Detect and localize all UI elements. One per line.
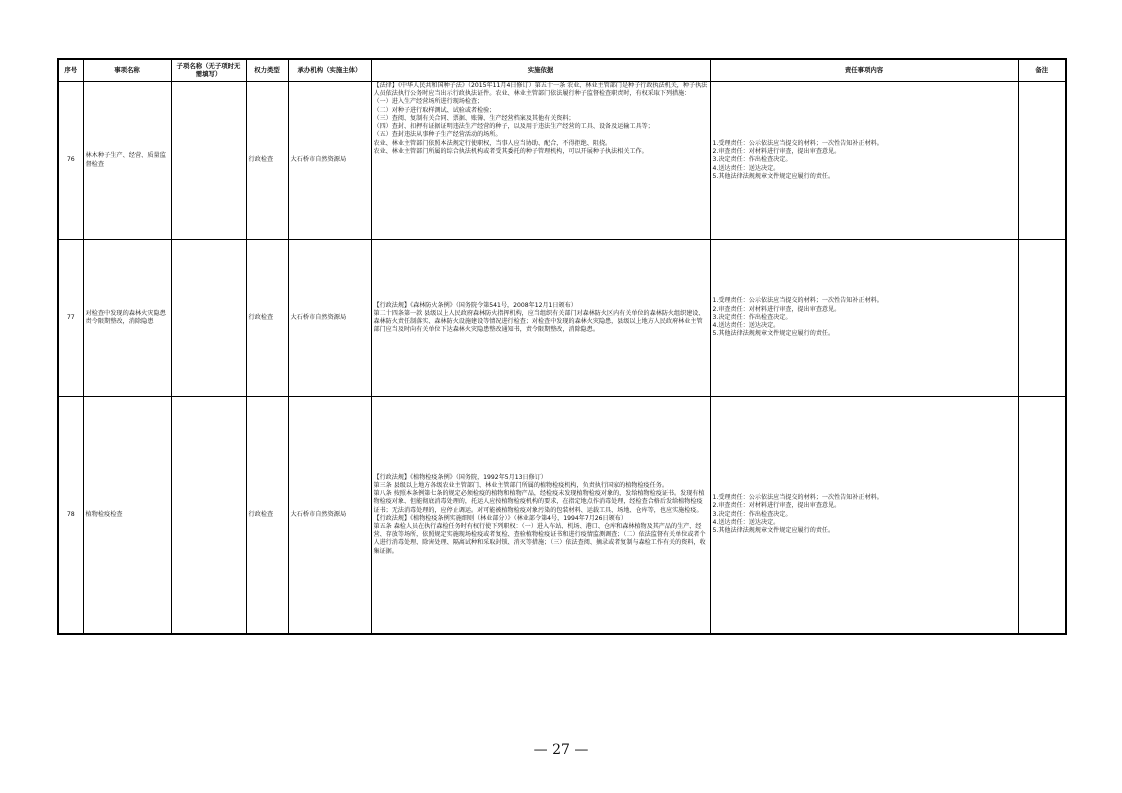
header-row	[58, 59, 1066, 82]
power-list-table	[57, 58, 1067, 635]
header-agency: 承办机构（实施主体）	[288, 59, 371, 82]
row-seq: 77	[58, 240, 83, 397]
header-subitem-name: 子项名称（无子项时无需填写）	[171, 59, 246, 82]
row-power-type: 行政检查	[246, 240, 288, 397]
header-seq: 序号	[58, 59, 83, 82]
row-duty: 1.受理责任：公示依法应当提交的材料；一次性告知补正材料。 2.审查责任：对材料进行审查，提出审查意见。 3.决定责任：作出检查决定。 4.送达责任：送达决定。 5.其他法律法规规章文件规定应履行的责任。	[710, 397, 1018, 634]
row-power-type: 行政检查	[246, 397, 288, 634]
row-note	[1018, 397, 1066, 634]
row-agency: 大石桥市自然资源局	[288, 397, 371, 634]
row-item-name: 林木种子生产、经营、质量监督检查	[83, 82, 171, 240]
row-seq: 76	[58, 82, 83, 240]
row-agency: 大石桥市自然资源局	[288, 240, 371, 397]
header-duty: 责任事项内容	[710, 59, 1018, 82]
table-row	[58, 82, 1066, 240]
row-subitem-name	[171, 397, 246, 634]
header-note: 备注	[1018, 59, 1066, 82]
row-duty: 1.受理责任：公示依法应当提交的材料；一次性告知补正材料。 2.审查责任：对材料进行审查，提出审查意见。 3.决定责任：作出检查决定。 4.送达责任：送达决定。 5.其他法律法规规章文件规定应履行的责任。	[710, 82, 1018, 240]
row-agency: 大石桥市自然资源局	[288, 82, 371, 240]
row-basis: 【行政法规】《森林防火条例》（国务院令第541号，2008年12月1日颁布） 第二十四条第一款 县级以上人民政府森林防火指挥机构，应当组织有关部门对森林防火区内有关单位的森林防火组织建设、森林防火责任制落实、森林防火设施建设等情况进行检查；对检查中发现的森林火灾隐患，县级以上地方人民政府林业主管部门应当及时向有关单位下达森林火灾隐患整改通知书，责令限期整改，消除隐患。	[371, 240, 710, 397]
row-item-name: 植物检疫检查	[83, 397, 171, 634]
row-subitem-name	[171, 82, 246, 240]
row-duty: 1.受理责任：公示依法应当提交的材料；一次性告知补正材料。 2.审查责任：对材料进行审查，提出审查意见。 3.决定责任：作出检查决定。 4.送达责任：送达决定。 5.其他法律法规规章文件规定应履行的责任。	[710, 240, 1018, 397]
row-subitem-name	[171, 240, 246, 397]
row-basis: 【行政法规】《植物检疫条例》（国务院，1992年5月13日修订） 第三条 县级以上地方各级农业主管部门、林业主管部门所属的植物检疫机构，负责执行国家的植物检疫任务。 第八条 按照本条例第七条的规定必须检疫的植物和植物产品，经检疫未发现植物检疫对象的，发给植物检疫证书。发现有植物检疫对象、但能彻底消毒处理的，托运人应按植物检疫机构的要求，在指定地点作消毒处理，经检查合格后发给植物检疫证书；无法消毒处理的，应停止调运。对可能被植物检疫对象污染的包装材料、运载工具、场地、仓库等，也应实施检疫。 【行政法规】《植物检疫条例实施细则（林业部分）》（林业部令第4号，1994年7月26日颁布） 第五条 森检人员在执行森检任务时有权行使下列职权：（一）进入车站、机场、港口、仓库和森林植物及其产品的生产、经营、存放等场所，依照规定实施现场检疫或者复检、查验植物检疫证书和进行疫情监测调查；（二）依法监督有关单位或者个人进行消毒处理、除害处理、隔离试种和采取封锁、消灭等措施；（三）依法查阅、摘录或者复制与森检工作有关的资料，收集证据。	[371, 397, 710, 634]
row-note	[1018, 82, 1066, 240]
header-power-type: 权力类型	[246, 59, 288, 82]
row-basis: 【法律】《中华人民共和国种子法》（2015年11月4日修订）第五十一条 农业、林业主管部门是种子行政执法机关，种子执法人员依法执行公务时应当出示行政执法证件。农业、林业主管部门依法履行种子监督检查职责时，有权采取下列措施： （一）进入生产经营场所进行现场检查； （二）对种子进行取样测试、试验或者检验； （三）查阅、复制有关合同、票据、账簿、生产经营档案及其他有关资料； （四）查封、扣押有证据证明违法生产经营的种子，以及用于违法生产经营的工具、设备及运输工具等； （五）查封违法从事种子生产经营活动的场所。 农业、林业主管部门依照本法规定行使职权，当事人应当协助、配合，不得拒绝、阻挠。 农业、林业主管部门所属的综合执法机构或者受其委托的种子管理机构，可以开展种子执法相关工作。	[371, 82, 710, 240]
table-row	[58, 397, 1066, 634]
header-item-name: 事项名称	[83, 59, 171, 82]
row-power-type: 行政检查	[246, 82, 288, 240]
page-number: — 27 —	[533, 742, 589, 758]
table-row	[58, 240, 1066, 397]
row-item-name: 对检查中发现的森林火灾隐患责令限期整改，消除隐患	[83, 240, 171, 397]
header-basis: 实施依据	[371, 59, 710, 82]
row-note	[1018, 240, 1066, 397]
row-seq: 78	[58, 397, 83, 634]
